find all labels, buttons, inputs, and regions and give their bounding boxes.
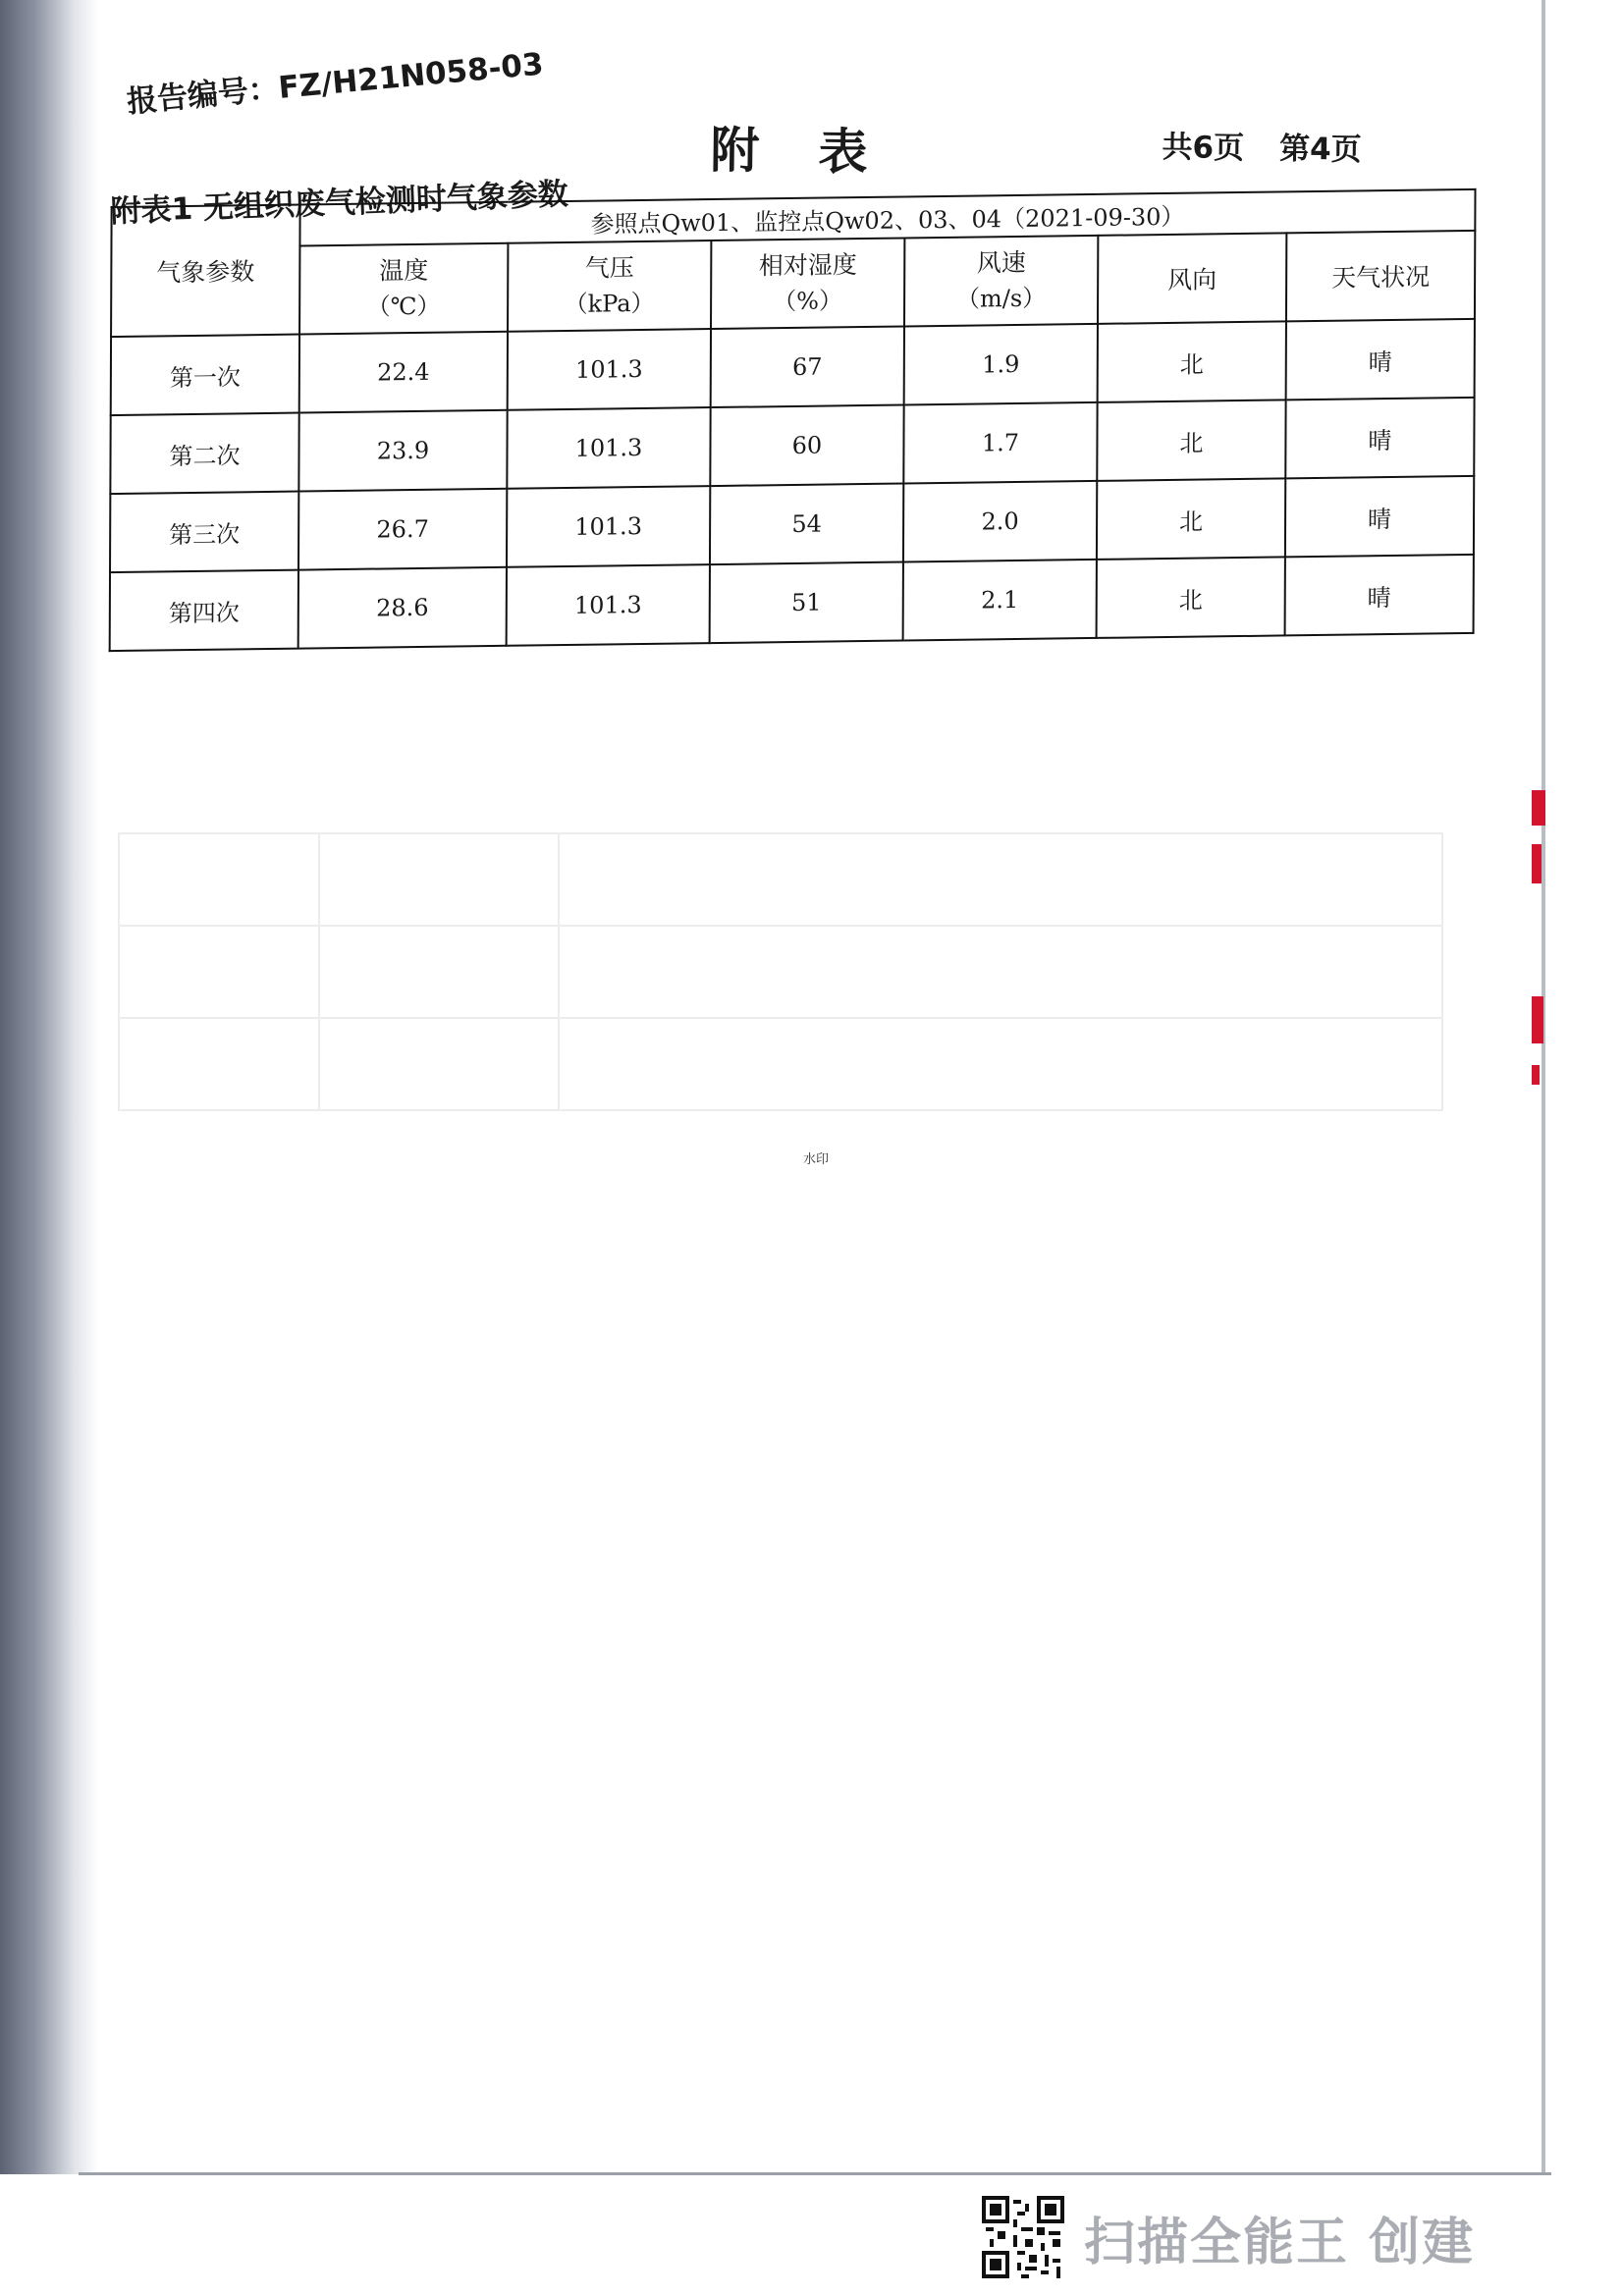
page-edge-bottom <box>79 2172 1551 2175</box>
seal-fragment <box>1532 1065 1540 1085</box>
row-label: 第一次 <box>111 335 299 416</box>
row-label: 第三次 <box>110 492 298 573</box>
wind-direction-cell: 北 <box>1097 557 1285 638</box>
temperature-cell: 23.9 <box>298 410 507 492</box>
pressure-cell: 101.3 <box>507 486 710 567</box>
document-title: 附表 <box>710 122 927 182</box>
watermark: 水印 <box>803 1152 830 1167</box>
wind-direction-cell: 北 <box>1097 400 1285 481</box>
bleed-through-grid <box>118 832 1443 1111</box>
humidity-cell: 51 <box>710 562 903 644</box>
page-total: 共6页 <box>1162 130 1245 167</box>
column-header-pressure: 气压 （kPa） <box>508 240 711 332</box>
pressure-cell: 101.3 <box>508 329 711 410</box>
qr-code-icon <box>982 2196 1064 2278</box>
wind-direction-cell: 北 <box>1097 478 1285 560</box>
column-header-wind-direction: 风向 <box>1098 233 1286 324</box>
weather-parameters-table <box>109 188 1477 652</box>
weather-cell: 晴 <box>1285 555 1474 636</box>
pressure-cell: 101.3 <box>507 564 710 646</box>
wind-direction-cell: 北 <box>1098 321 1286 402</box>
table-row <box>110 555 1474 651</box>
seal-fragment <box>1532 996 1543 1043</box>
weather-cell: 晴 <box>1285 398 1474 479</box>
document-content <box>99 29 1483 734</box>
humidity-cell: 67 <box>711 326 904 407</box>
bleed-through-title <box>118 775 1443 815</box>
page-info <box>1162 122 1362 169</box>
row-label: 第四次 <box>110 570 298 652</box>
temperature-cell: 28.6 <box>298 567 507 649</box>
weather-cell: 晴 <box>1285 476 1474 558</box>
scanner-brand-text: 扫描全能王 创建 <box>1084 2213 1476 2272</box>
page-current: 第4页 <box>1278 131 1362 168</box>
wind-speed-cell: 2.1 <box>903 560 1097 641</box>
group-header: 参照点Qw01、监控点Qw02、03、04（2021-09-30） <box>299 189 1475 246</box>
bleed-through-table <box>118 775 1443 1090</box>
column-header-humidity: 相对湿度 （%） <box>711 238 904 329</box>
temperature-cell: 22.4 <box>299 332 508 413</box>
wind-speed-cell: 2.0 <box>903 481 1097 562</box>
corner-label: 气象参数 <box>111 205 300 338</box>
pressure-cell: 101.3 <box>507 407 710 489</box>
report-number: 报告编号：FZ/H21N058-03 <box>125 46 545 121</box>
temperature-cell: 26.7 <box>298 489 507 570</box>
column-header-weather: 天气状况 <box>1286 231 1475 322</box>
wind-speed-cell: 1.9 <box>904 324 1098 405</box>
row-label: 第二次 <box>110 413 298 495</box>
seal-fragment <box>1532 844 1542 883</box>
column-header-wind-speed: 风速 （m/s） <box>904 236 1098 327</box>
page-edge <box>1542 0 1545 2174</box>
scan-shadow <box>0 0 98 2174</box>
humidity-cell: 54 <box>710 484 903 565</box>
seal-fragment <box>1532 790 1545 826</box>
scanner-brand <box>982 2196 1475 2278</box>
humidity-cell: 60 <box>710 404 903 486</box>
wind-speed-cell: 1.7 <box>903 402 1097 484</box>
table-caption: 附表1 无组织废气检测时气象参数 <box>110 176 569 231</box>
weather-cell: 晴 <box>1286 319 1475 400</box>
column-header-temperature: 温度 （℃） <box>299 243 508 335</box>
